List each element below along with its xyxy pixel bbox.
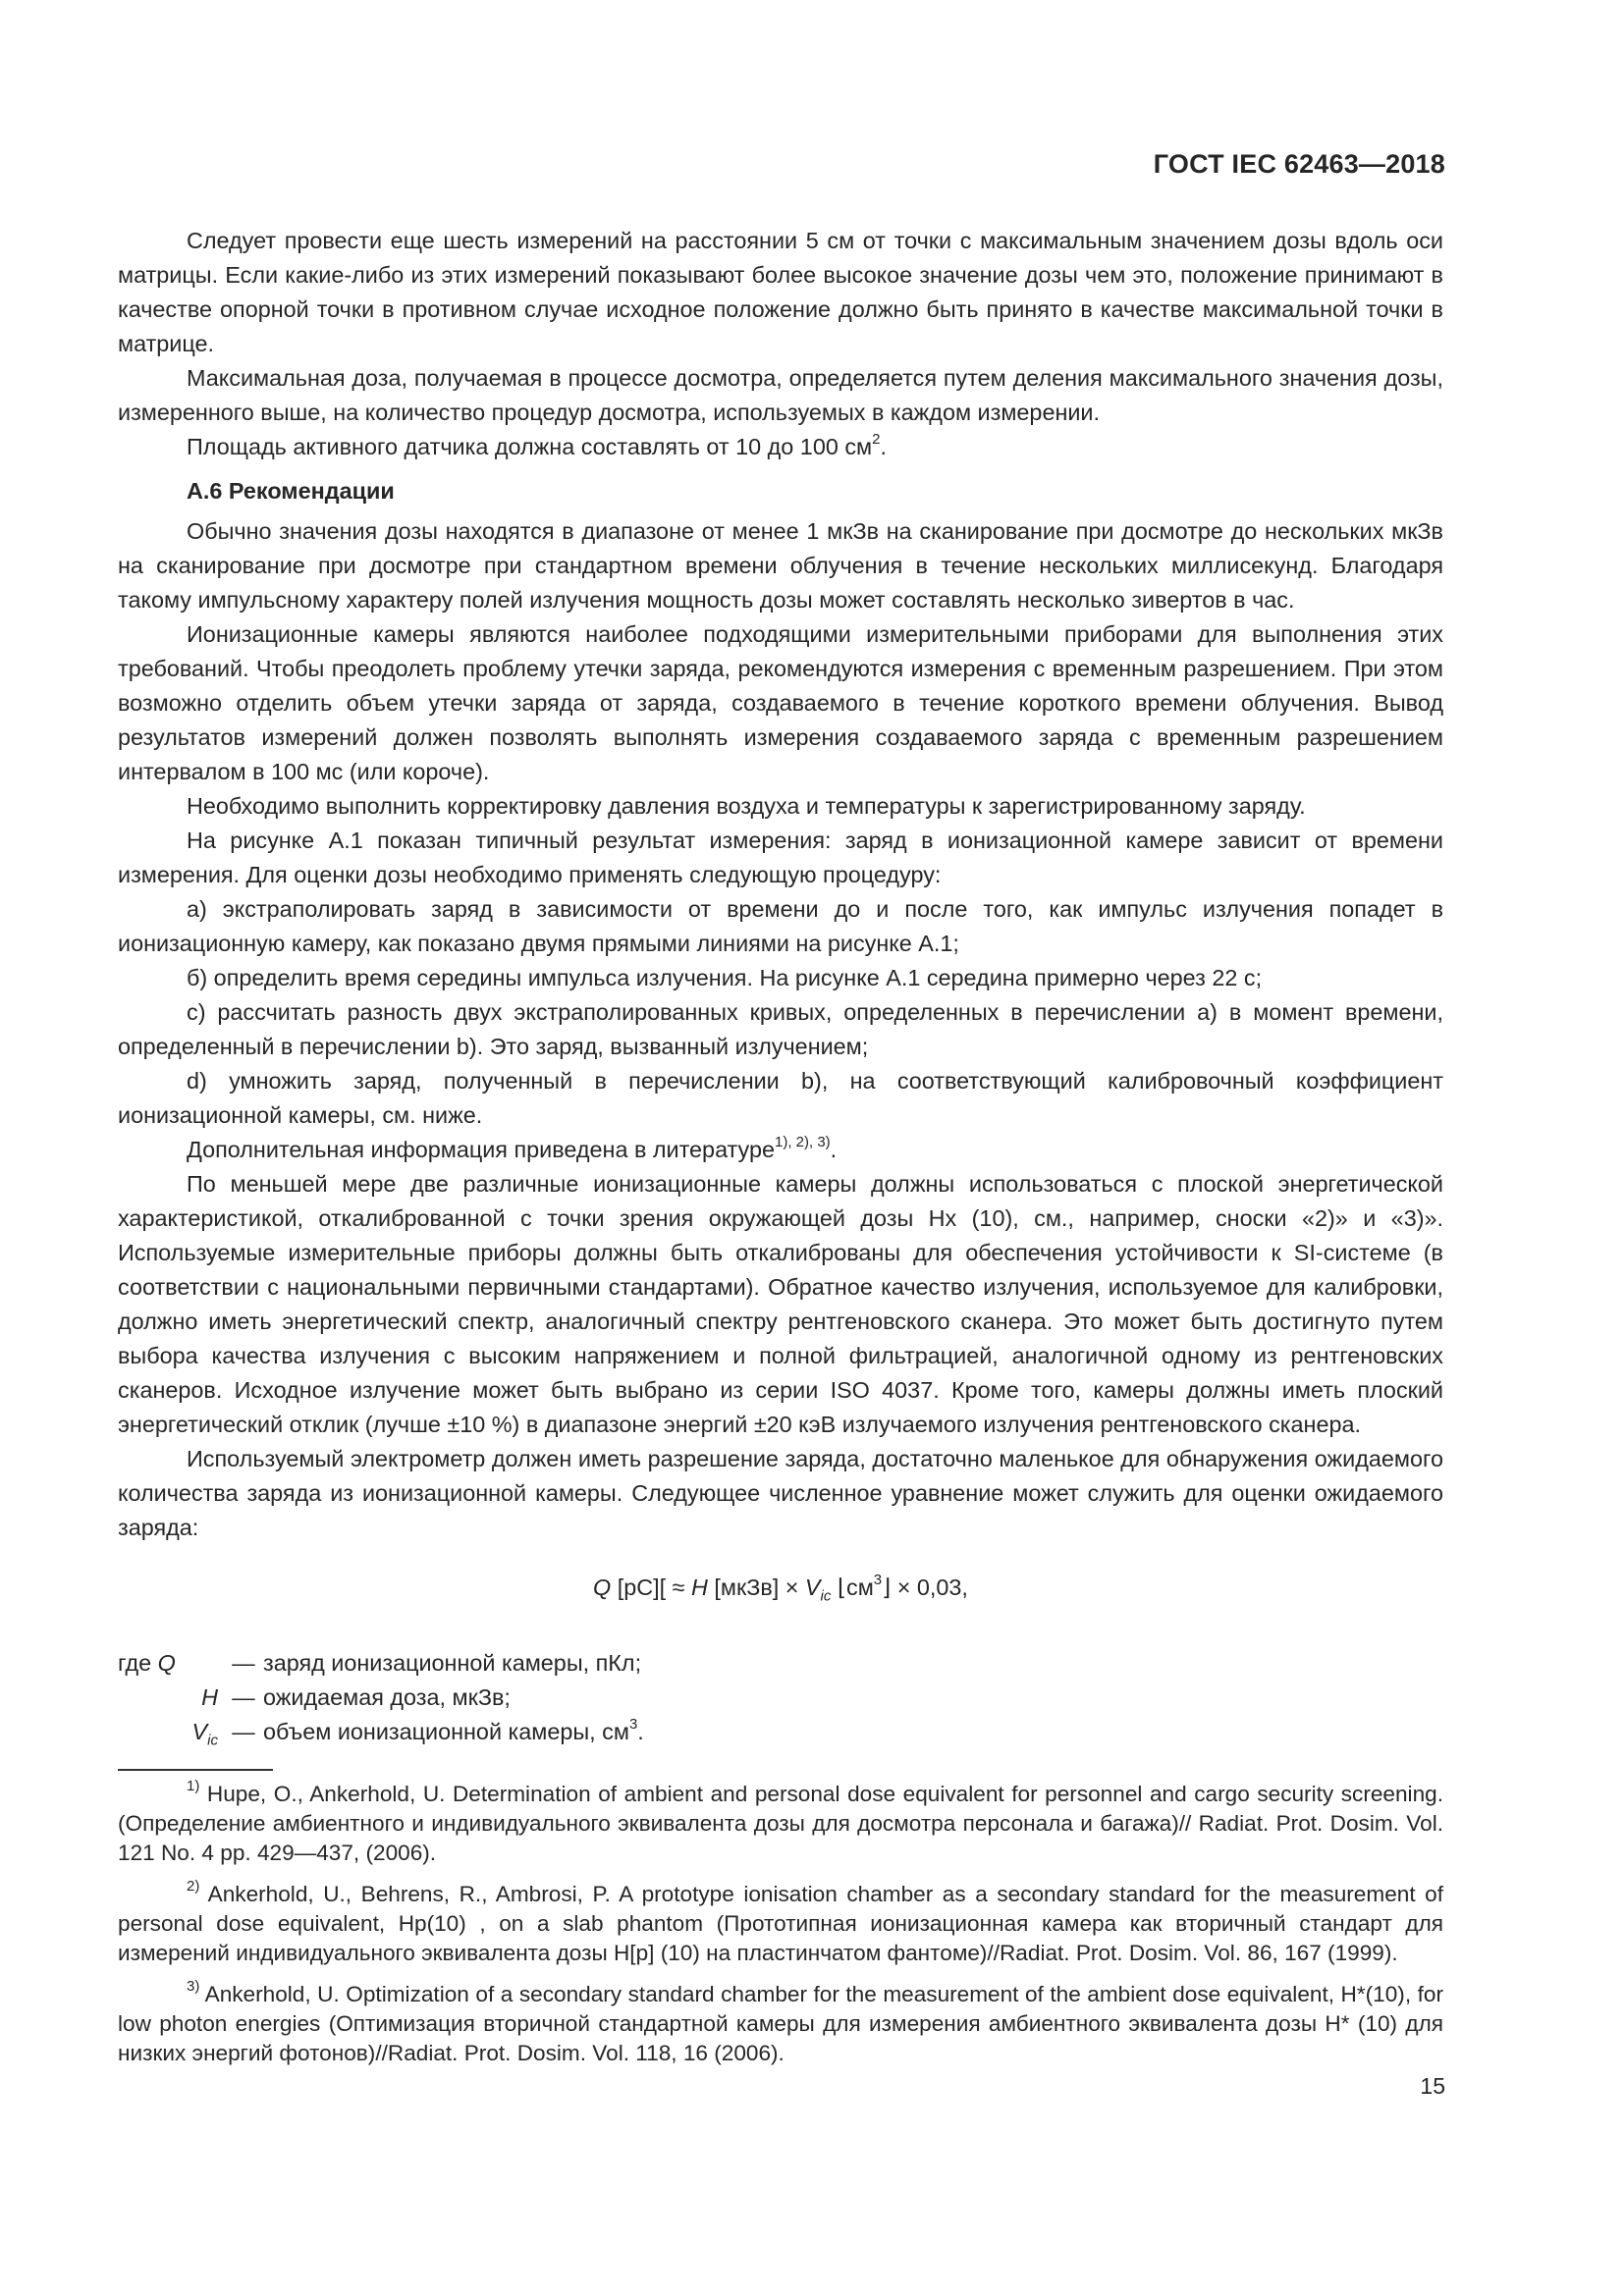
footnote-text: Ankerhold, U. Optimization of a secondary standard chamber for the measurement of the ambient dose equivalent, H*(10), for low photon energies (Оптимизация вторичной стандартной камеры для измерения амбиентного эквивалента дозы Н* (10) для низких энергий фотонов)//Radiat. Prot. Dosim. Vol. 118, 16 (2006).: [118, 1982, 1443, 2065]
page-number: 15: [1420, 2073, 1445, 2099]
main-content: [118, 224, 1443, 1749]
paragraph: Используемый электрометр должен иметь разрешение заряда, достаточно маленькое для обнаружения ожидаемого количества заряда из ионизационной камеры. Следующее численное уравнение может служить для оценки ожидаемого заряда:: [118, 1446, 1443, 1540]
where-row: [118, 1681, 1443, 1715]
document-code: ГОСТ IEC 62463—2018: [1153, 149, 1445, 179]
footnote-mark: 2): [187, 1878, 200, 1896]
formula-part: [мкЗв] ×: [707, 1575, 805, 1600]
where-symbol: H: [201, 1684, 218, 1710]
where-description: ожидаемая доза, мкЗв;: [263, 1684, 511, 1710]
footnote-mark: 1): [187, 1778, 200, 1795]
where-dash: —: [232, 1719, 255, 1744]
footnote: [118, 1880, 1443, 1968]
subscript: ic: [820, 1587, 832, 1605]
footnote: [118, 1780, 1443, 1868]
superscript: 2: [872, 431, 881, 449]
footnote-text: Ankerhold, U., Behrens, R., Ambrosi, P. A prototype ionisation chamber as a secondary standard for the measurement of personal dose equivalent, Hp(10) , on a slab phantom (Прототипная ионизационная камера как вторичный стандарт для измерений индивидуального эквивалента дозы Н[р] (10) на пластинчатом фантоме)//Radiat. Prot. Dosim. Vol. 86, 167 (1999).: [118, 1882, 1443, 1965]
paragraph: По меньшей мере две различные ионизационные камеры должны использоваться с плоской энергетической характеристикой, откалиброванной с точки зрения окружающей дозы Hx (10), см., например, сноски «2)» и «3)». Используемые измерительные приборы должны быть откалиброваны для обеспечения устойчивости к SI-системе (в соответствии с национальными первичными стандартами). Обратное качество излучения, используемое для калибровки, должно иметь энергетический спектр, аналогичный спектру рентгеновского сканера. Это может быть достигнуто путем выбора качества излучения с высоким напряжением и полной фильтрацией, аналогичной одному из рентгеновских сканеров. Исходное излучение может быть выбрано из серии ISO 4037. Кроме того, камеры должны иметь плоский энергетический отклик (лучше ±10 %) в диапазоне энергий ±20 кэВ излучаемого излучения рентгеновского сканера.: [118, 1171, 1443, 1437]
list-item-a: а) экстраполировать заряд в зависимости от времени до и после того, как импульс излучения попадет в ионизационную камеру, как показано двумя прямыми линиями на рисунке А.1;: [118, 896, 1443, 956]
where-row: [118, 1715, 1443, 1749]
equation: [118, 1571, 1443, 1605]
paragraph: Максимальная доза, получаемая в процессе досмотра, определяется путем деления максимального значения дозы, измеренного выше, на количество процедур досмотра, используемых в каждом измерении.: [118, 365, 1443, 425]
paragraph-text: Площадь активного датчика должна составлять от 10 до 100 см: [187, 434, 873, 459]
paragraph: Обычно значения дозы находятся в диапазоне от менее 1 мкЗв на сканирование при досмотре до нескольких мкЗв на сканирование при досмотре при стандартном времени облучения в течение нескольких миллисекунд. Благодаря такому импульсному характеру полей излучения мощность дозы может составлять несколько зивертов в час.: [118, 518, 1443, 613]
paragraph: На рисунке А.1 показан типичный результат измерения: заряд в ионизационной камере зависит от времени измерения. Для оценки дозы необходимо применять следующую процедуру:: [118, 828, 1443, 887]
where-dash: —: [232, 1684, 255, 1710]
footnote-refs: 1), 2), 3): [774, 1134, 831, 1151]
where-symbol: $V_{ic}$: [191, 1719, 218, 1749]
paragraph-literature: [118, 1133, 1443, 1167]
superscript: 3: [873, 1572, 883, 1589]
punctuation: .: [830, 1137, 838, 1162]
footnotes: [118, 1780, 1443, 2080]
paragraph-area: [118, 430, 1443, 464]
paragraph-text: Дополнительная информация приведена в литературе: [187, 1137, 775, 1162]
where-symbol: где Q: [118, 1650, 176, 1676]
where-description: заряд ионизационной камеры, пКл;: [263, 1650, 642, 1676]
symbol-q: Q: [593, 1575, 612, 1600]
symbol-h: H: [690, 1575, 708, 1600]
formula-part: [pC][ ≈: [611, 1575, 691, 1600]
formula-part: ⌊см: [831, 1575, 874, 1600]
where-description: объем ионизационной камеры, $см^3$.: [263, 1716, 644, 1744]
list-item-c: с) рассчитать разность двух экстраполированных кривых, определенных в перечислении а) в момент времени, определенный в перечислении b). Это заряд, вызванный излучением;: [118, 999, 1443, 1059]
footnote-divider: [118, 1769, 273, 1771]
paragraph: Необходимо выполнить корректировку давления воздуха и температуры к зарегистрированному заряду.: [187, 793, 1306, 819]
list-item-b: б) определить время середины импульса излучения. На рисунке А.1 середина примерно через 22 с;: [187, 965, 1263, 990]
paragraph: Следует провести еще шесть измерений на расстоянии 5 см от точки с максимальным значением дозы вдоль оси матрицы. Если какие-либо из этих измерений показывают более высокое значение дозы чем это, положение принимают в качестве опорной точки в противном случае исходное положение должно быть принято в качестве максимальной точки в матрице.: [118, 228, 1443, 356]
footnote-mark: 3): [187, 1978, 200, 1996]
footnote-text: Hupe, O., Ankerhold, U. Determination of ambient and personal dose equivalent for personnel and cargo security screening. (Определение амбиентного и индивидуального эквивалента дозы для досмотра персонала и багажа)// Radiat. Prot. Dosim. Vol. 121 No. 4 pp. 429—437, (2006).: [118, 1782, 1443, 1865]
where-row: [118, 1646, 1443, 1681]
where-dash: —: [232, 1650, 255, 1676]
punctuation: .: [880, 434, 887, 459]
footnote: [118, 1980, 1443, 2068]
formula-part: ⌋ × 0,03,: [882, 1575, 968, 1600]
symbol-v: V: [804, 1575, 821, 1600]
list-item-d: d) умножить заряд, полученный в перечислении b), на соответствующий калибровочный коэффициент ионизационной камеры, см. ниже.: [118, 1068, 1443, 1128]
section-heading: А.6 Рекомендации: [187, 478, 395, 504]
paragraph: Ионизационные камеры являются наиболее подходящими измерительными приборами для выполнения этих требований. Чтобы преодолеть проблему утечки заряда, рекомендуются измерения с временным разрешением. При этом возможно отделить объем утечки заряда от заряда, создаваемого в течение короткого времени облучения. Вывод результатов измерений должен позволять выполнять измерения создаваемого заряда с временным разрешением интервалом в 100 мс (или короче).: [118, 621, 1443, 784]
where-list: [118, 1646, 1443, 1749]
